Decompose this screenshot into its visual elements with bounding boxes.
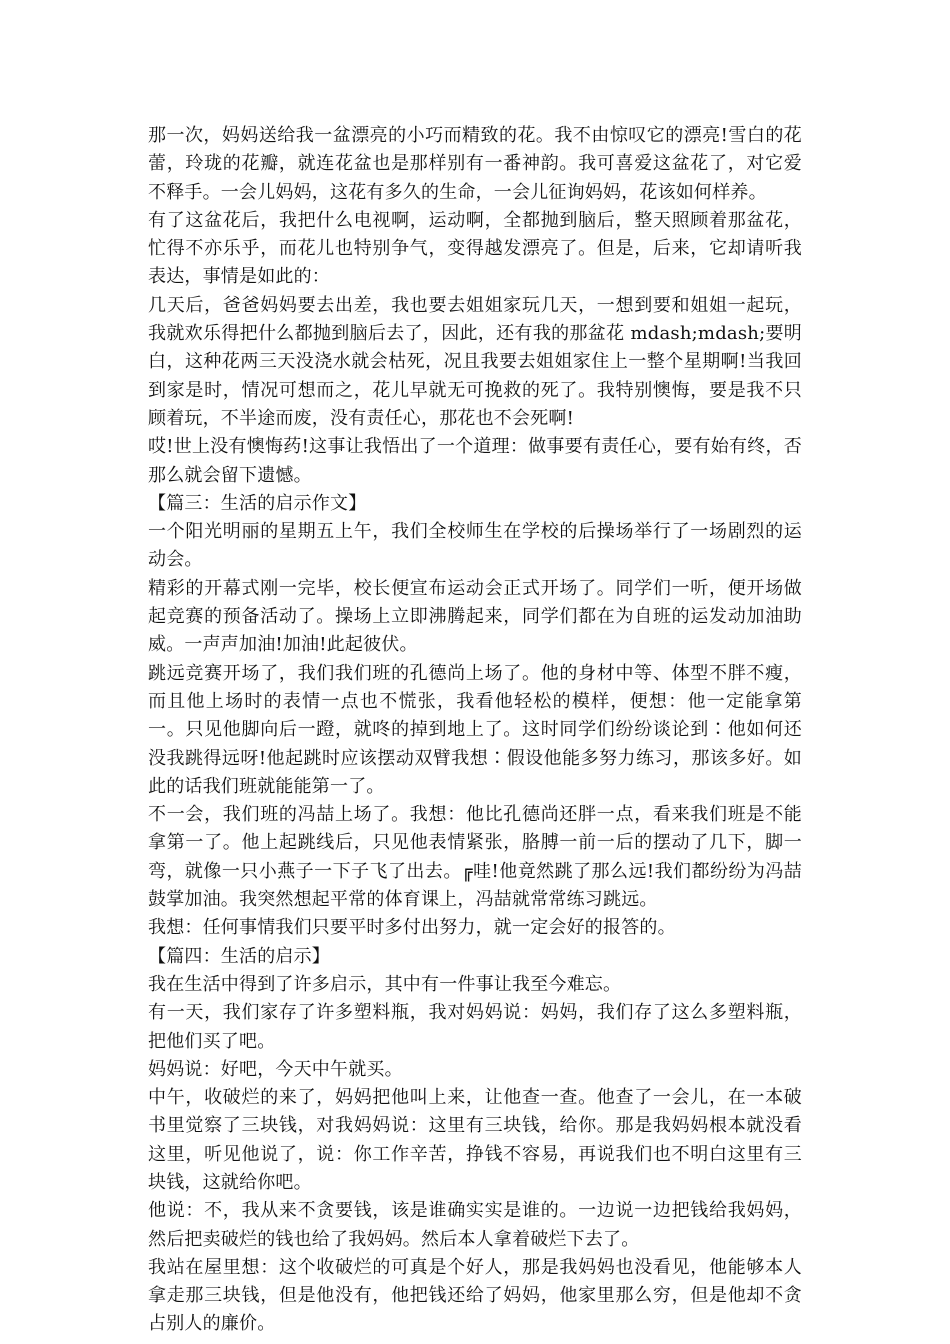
paragraph: 跳远竞赛开场了，我们我们班的孔德尚上场了。他的身材中等、体型不胖不瘦，而且他上场时的表情一点也不慌张，我看他轻松的模样，便想：他一定能拿第一。只见他脚向后一蹬，就咚的掉到地上了。这时同学们纷纷谈论到∶他如何还没我跳得远呀!他起跳时应该摆动双臂我想∶假设他能多努力练习，那该多好。如此的话我们班就能能第一了。 <box>148 662 802 797</box>
paragraph: 不一会，我们班的冯喆上场了。我想：他比孔德尚还胖一点，看来我们班是不能拿第一了。他上起跳线后，只见他表情紧张，胳膊一前一后的摆动了几下，脚一弯，就像一只小燕子一下子飞了出去。╔哇!他竟然跳了那么远!我们都纷纷为冯喆鼓掌加油。我突然想起平常的体育课上，冯喆就常常练习跳远。 <box>148 804 802 911</box>
paragraph: 中午，收破烂的来了，妈妈把他叫上来，让他查一查。他查了一会儿，在一本破书里觉察了三块钱，对我妈妈说：这里有三块钱，给你。那是我妈妈根本就没看这里，听见他说了，说：你工作辛苦，挣钱不容易，再说我们也不明白这里有三块钱，这就给你吧。 <box>148 1087 802 1193</box>
paragraph: 精彩的开幕式刚一完毕，校长便宣布运动会正式开场了。同学们一听，便开场做起竞赛的预备活动了。操场上立即沸腾起来，同学们都在为自班的运发动加油助威。一声声加油!加油!此起彼伏。 <box>148 577 802 656</box>
paragraph: 我站在屋里想：这个收破烂的可真是个好人，那是我妈妈也没看见，他能够本人拿走那三块钱，但是他没有，他把钱还给了妈妈，他家里那么穷，但是他却不贪占别人的廉价。 <box>148 1256 802 1335</box>
paragraph: 我想：任何事情我们只要平时多付出努力，就一定会好的报答的。 <box>148 917 676 939</box>
paragraph: 他说：不，我从来不贪要钱，该是谁确实实是谁的。一边说一边把钱给我妈妈，然后把卖破烂的钱也给了我妈妈。然后本人拿着破烂下去了。 <box>148 1200 802 1250</box>
paragraph: 我在生活中得到了许多启示，其中有一件事让我至今难忘。 <box>148 973 622 995</box>
paragraph: 有了这盆花后，我把什么电视啊，运动啊，全都抛到脑后，整天照顾着那盆花，忙得不亦乐乎，而花儿也特别争气，变得越发漂亮了。但是，后来，它却请听我表达，事情是如此的： <box>148 209 802 288</box>
paragraph: 哎!世上没有懊悔药!这事让我悟出了一个道理：做事要有责任心，要有始有终，否那么就会留下遗憾。 <box>148 436 802 486</box>
section-heading: 【篇四：生活的启示】 <box>148 945 330 967</box>
paragraph: 几天后，爸爸妈妈要去出差，我也要去姐姐家玩几天，一想到要和姐姐一起玩，我就欢乐得把什么都抛到脑后去了，因此，还有我的那盆花 mdash;mdash;要明白，这种花两三天没浇水就会枯死，况且我要去姐姐家住上一整个星期啊!当我回到家是时，情况可想而之，花儿早就无可挽救的死了。我特别懊悔，要是我不只顾着玩，不半途而废，没有责任心，那花也不会死啊! <box>148 294 802 429</box>
paragraph: 那一次，妈妈送给我一盆漂亮的小巧而精致的花。我不由惊叹它的漂亮!雪白的花蕾，玲珑的花瓣，就连花盆也是那样别有一番神韵。我可喜爱这盆花了，对它爱不释手。一会儿妈妈，这花有多久的生命，一会儿征询妈妈，花该如何样养。 <box>148 125 802 203</box>
paragraph: 一个阳光明丽的星期五上午，我们全校师生在学校的后操场举行了一场剧烈的运动会。 <box>148 521 802 571</box>
section-heading: 【篇三：生活的启示作文】 <box>148 492 367 514</box>
paragraph: 妈妈说：好吧，今天中午就买。 <box>148 1058 403 1080</box>
document-body <box>148 122 802 1339</box>
paragraph: 有一天，我们家存了许多塑料瓶，我对妈妈说：妈妈，我们存了这么多塑料瓶，把他们买了吧。 <box>148 1002 802 1052</box>
